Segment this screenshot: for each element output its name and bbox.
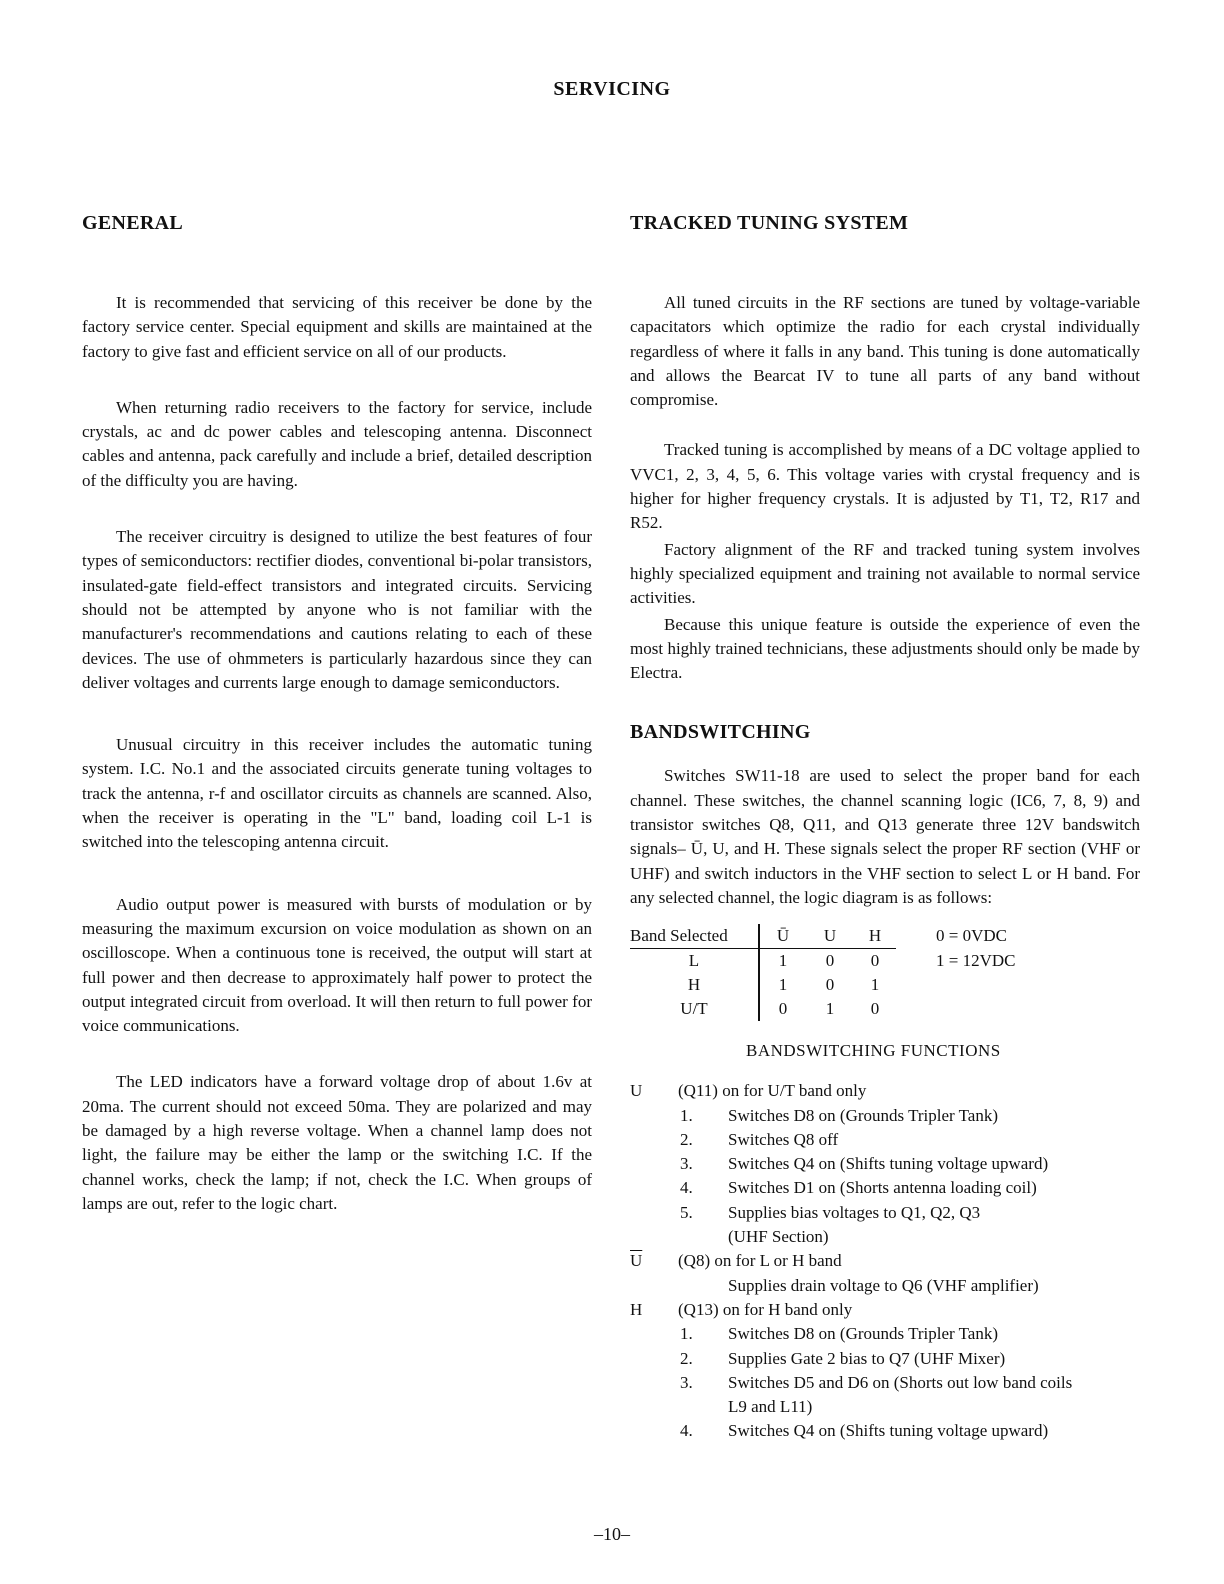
list-item: [630, 1371, 1140, 1395]
general-paragraph-3: The receiver circuitry is designed to utilize the best features of four types of semiconductors: rectifier diodes, conventional bi-polar transistors, insulated-gate field-effect transistors and integrated circuits. Servicing should not be attempted by anyone who is not familiar with the manufacturer's recommendations and cautions relating to each of these devices. The use of ohmmeters is particularly hazardous since they can deliver voltages and currents large enough to damage semiconductors.: [82, 527, 592, 692]
function-header: (Q13) on for H band only: [678, 1299, 853, 1319]
table-row: [630, 997, 1015, 1021]
function-signal: H: [630, 1299, 643, 1319]
band-table-legend: 1 = 12VDC: [936, 950, 1016, 970]
bandswitching-paragraph: Switches SW11-18 are used to select the proper band for each channel. These switches, the channel scanning logic (IC6, 7, 8, 9) and transistor switches Q8, Q11, and Q13 generate three 12V bandswitch signals– Ū, U, and H. These signals select the proper RF section (VHF or UHF) and switch inductors in the VHF section to select L or H band. For any selected channel, the logic diagram is as follows:: [630, 766, 1140, 907]
list-item: [630, 1152, 1140, 1176]
band-table-legend: 0 = 0VDC: [936, 926, 1007, 946]
general-paragraph-1: It is recommended that servicing of this receiver be done by the factory service center. Special equipment and skills are maintained at the factory to give fast and efficient service on all of our products.: [82, 293, 592, 361]
list-item: [630, 1201, 1140, 1225]
table-cell: 1: [759, 949, 806, 974]
list-item: [630, 1395, 1140, 1419]
list-item-text: Switches D8 on (Grounds Tripler Tank): [728, 1105, 999, 1125]
tracked-tuning-heading: TRACKED TUNING SYSTEM: [630, 212, 909, 234]
general-paragraph-2: When returning radio receivers to the factory for service, include crystals, ac and dc power cables and telescoping antenna. Disconnect cables and antenna, pack carefully and include a brief, detailed description of the difficulty you are having.: [82, 397, 592, 490]
general-paragraph-6: The LED indicators have a forward voltage drop of about 1.6v at 20ma. The current should not exceed 50ma. They are polarized and may be damaged by a high reverse voltage. When a channel lamp does not light, the failure may be either the lamp or the switching I.C. If the channel works, check the lamp; if not, check the I.C. When groups of lamps are out, refer to the logic chart.: [82, 1072, 592, 1213]
function-signal: U: [630, 1081, 643, 1101]
table-cell: 0: [759, 997, 806, 1021]
list-item-number: 2.: [680, 1348, 693, 1368]
list-item-text: Supplies bias voltages to Q1, Q2, Q3: [728, 1202, 981, 1222]
function-group-header: [630, 1298, 1140, 1322]
general-heading: GENERAL: [82, 212, 184, 234]
table-row: [630, 973, 1015, 997]
list-item: [630, 1274, 1140, 1298]
general-section: [82, 212, 592, 1248]
list-item-number: 3.: [680, 1154, 693, 1174]
list-item-number: 1.: [680, 1105, 693, 1125]
list-item: [630, 1322, 1140, 1346]
list-item: [630, 1128, 1140, 1152]
list-item-text: Switches Q4 on (Shifts tuning voltage upward): [728, 1154, 1049, 1174]
table-cell: L: [688, 951, 700, 971]
tracked-tuning-paragraph-1: All tuned circuits in the RF sections are tuned by voltage-variable capacitators which optimize the radio for each crystal individually regardless of where it falls in any band. This tuning is done automatically and allows the Bearcat IV to tune all parts of any band without compromise.: [630, 293, 1140, 410]
band-table-header-row: [630, 924, 1015, 949]
table-cell: 0: [825, 975, 835, 995]
tracked-tuning-paragraph-3: Factory alignment of the RF and tracked tuning system involves highly specialized equipment and training not available to normal service activities.: [630, 539, 1140, 608]
table-cell: 0: [870, 951, 880, 971]
table-cell: 1: [870, 975, 880, 995]
bandswitching-heading: BANDSWITCHING: [630, 721, 811, 744]
list-item-number: 5.: [680, 1202, 693, 1222]
page-title: SERVICING: [553, 78, 671, 100]
function-group-header: [630, 1249, 1140, 1273]
list-item: [630, 1176, 1140, 1200]
function-group-header: [630, 1079, 1140, 1103]
list-item: [630, 1104, 1140, 1128]
band-logic-table: [630, 924, 1016, 1021]
function-header: (Q8) on for L or H band: [678, 1251, 842, 1271]
list-item-text: Switches Q4 on (Shifts tuning voltage upward): [728, 1421, 1049, 1441]
tracked-tuning-section: [630, 212, 1140, 1444]
band-table-header: U: [806, 924, 854, 949]
band-table-header: H: [854, 924, 896, 949]
list-item: [630, 1225, 1140, 1249]
list-item-text: L9 and L11): [728, 1397, 813, 1417]
bandswitching-functions-title: BANDSWITCHING FUNCTIONS: [746, 1041, 1001, 1061]
table-cell: 0: [825, 951, 835, 971]
list-item-number: 4.: [680, 1421, 693, 1441]
table-row: [630, 949, 1015, 974]
general-paragraph-4: Unusual circuitry in this receiver includes the automatic tuning system. I.C. No.1 and the associated circuits generate tuning voltages to track the antenna, r-f and oscillator circuits as channels are scanned. Also, when the receiver is operating in the "L" band, loading coil L-1 is switched into the telescoping antenna circuit.: [82, 735, 592, 852]
list-item: [630, 1419, 1140, 1443]
list-item-text: Switches D1 on (Shorts antenna loading coil): [728, 1178, 1037, 1198]
list-item-text: Supplies drain voltage to Q6 (VHF amplifier): [728, 1275, 1039, 1295]
table-cell: 0: [870, 999, 880, 1019]
function-signal: $\overline{U}$: [630, 1251, 643, 1271]
table-cell: 1: [759, 973, 806, 997]
band-table-header: Ū: [759, 924, 806, 949]
table-cell: H: [687, 975, 701, 995]
list-item-text: Switches D8 on (Grounds Tripler Tank): [728, 1324, 999, 1344]
function-header: (Q11) on for U/T band only: [678, 1081, 867, 1101]
general-paragraph-5: Audio output power is measured with bursts of modulation or by measuring the maximum excursion on voice modulation as shown on an oscilloscope. When a continuous tone is received, the output will start at full power and then decrease to approximately half power to protect the output integrated circuit from overload. It will then return to full power for voice communications.: [82, 894, 592, 1036]
list-item-text: Switches D5 and D6 on (Shorts out low band coils: [728, 1372, 1073, 1392]
list-item-text: Supplies Gate 2 bias to Q7 (UHF Mixer): [728, 1348, 1006, 1368]
bandswitching-functions-list: [630, 1079, 1140, 1443]
tracked-tuning-paragraph-2: Tracked tuning is accomplished by means of a DC voltage applied to VVC1, 2, 3, 4, 5, 6. This voltage varies with crystal frequency and is higher for higher frequency crystals. It is adjusted by T1, T2, R17 and R52.: [630, 440, 1140, 533]
list-item-number: 2.: [680, 1129, 693, 1149]
list-item-number: 3.: [680, 1372, 693, 1392]
list-item-number: 4.: [680, 1178, 693, 1198]
tracked-tuning-paragraph-4: Because this unique feature is outside the experience of even the most highly trained technicians, these adjustments should only be made by Electra.: [630, 614, 1140, 683]
page-number: –10–: [594, 1524, 630, 1544]
list-item-text: (UHF Section): [728, 1227, 829, 1247]
band-table-header: Band Selected: [630, 924, 759, 949]
list-item: [630, 1347, 1140, 1371]
table-cell: 1: [825, 999, 835, 1019]
list-item-number: 1.: [680, 1324, 693, 1344]
table-cell: U/T: [680, 999, 708, 1019]
list-item-text: Switches Q8 off: [728, 1129, 839, 1149]
